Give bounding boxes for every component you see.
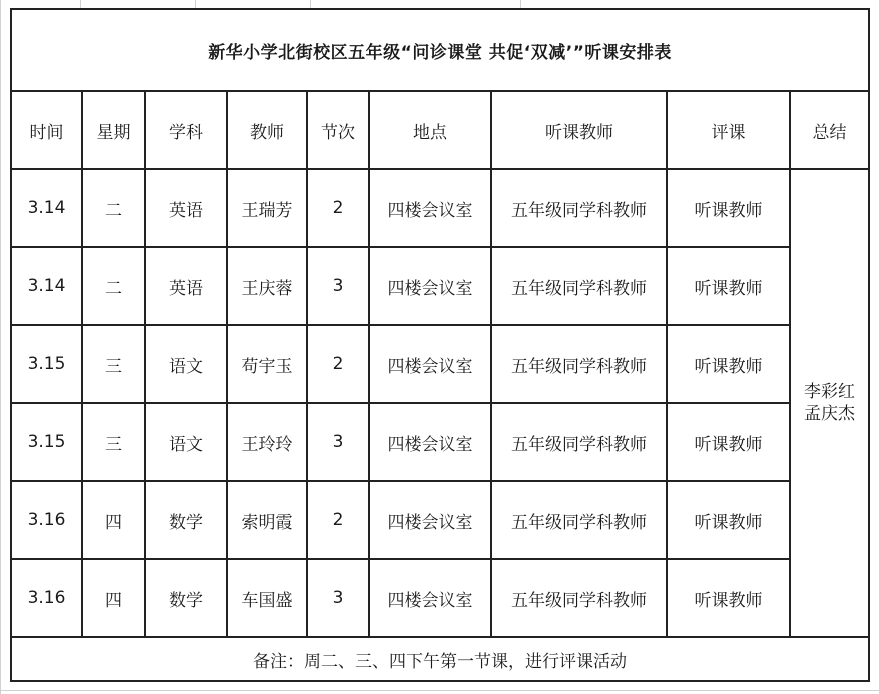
cell-time: 3.14 <box>11 169 82 247</box>
column-header-subject: 学科 <box>145 91 227 169</box>
table-note: 备注：周二、三、四下午第一节课，进行评课活动 <box>11 637 869 681</box>
cell-time: 3.16 <box>11 481 82 559</box>
cell-time: 3.15 <box>11 403 82 481</box>
table-row <box>11 403 869 481</box>
cell-teacher: 苟宇玉 <box>227 325 307 403</box>
summary-name: 李彩红 <box>804 382 856 402</box>
column-header-weekday: 星期 <box>82 91 145 169</box>
cell-location: 四楼会议室 <box>369 247 491 325</box>
cell-review: 听课教师 <box>667 403 790 481</box>
cell-subject: 英语 <box>145 169 227 247</box>
cell-summary <box>790 169 869 637</box>
column-header-location: 地点 <box>369 91 491 169</box>
cell-location: 四楼会议室 <box>369 403 491 481</box>
cell-period: 2 <box>307 481 369 559</box>
schedule-table <box>10 8 870 682</box>
grid-line <box>0 690 879 691</box>
cell-weekday: 二 <box>82 247 145 325</box>
cell-period: 2 <box>307 169 369 247</box>
table-title: 新华小学北街校区五年级“问诊课堂 共促‘双减’”听课安排表 <box>11 9 869 91</box>
cell-period: 2 <box>307 325 369 403</box>
cell-review: 听课教师 <box>667 481 790 559</box>
cell-teacher: 王玲玲 <box>227 403 307 481</box>
cell-subject: 数学 <box>145 559 227 637</box>
cell-location: 四楼会议室 <box>369 481 491 559</box>
cell-teacher: 王庆蓉 <box>227 247 307 325</box>
cell-teacher: 王瑞芳 <box>227 169 307 247</box>
cell-weekday: 四 <box>82 481 145 559</box>
table-row <box>11 481 869 559</box>
header-row <box>11 91 869 169</box>
cell-time: 3.14 <box>11 247 82 325</box>
cell-review: 听课教师 <box>667 325 790 403</box>
cell-period: 3 <box>307 403 369 481</box>
cell-period: 3 <box>307 247 369 325</box>
grid-line <box>80 0 81 8</box>
cell-observers: 五年级同学科教师 <box>491 403 667 481</box>
column-header-observers: 听课教师 <box>491 91 667 169</box>
cell-time: 3.16 <box>11 559 82 637</box>
cell-location: 四楼会议室 <box>369 559 491 637</box>
cell-observers: 五年级同学科教师 <box>491 559 667 637</box>
column-header-time: 时间 <box>11 91 82 169</box>
cell-location: 四楼会议室 <box>369 169 491 247</box>
cell-weekday: 三 <box>82 325 145 403</box>
cell-weekday: 三 <box>82 403 145 481</box>
grid-line <box>520 0 521 8</box>
cell-weekday: 四 <box>82 559 145 637</box>
table-row <box>11 325 869 403</box>
cell-teacher: 索明霞 <box>227 481 307 559</box>
cell-observers: 五年级同学科教师 <box>491 325 667 403</box>
cell-review: 听课教师 <box>667 559 790 637</box>
cell-location: 四楼会议室 <box>369 325 491 403</box>
grid-line <box>195 0 196 8</box>
grid-line <box>310 0 311 8</box>
cell-teacher: 车国盛 <box>227 559 307 637</box>
cell-review: 听课教师 <box>667 247 790 325</box>
cell-weekday: 二 <box>82 169 145 247</box>
summary-name: 孟庆杰 <box>804 404 856 424</box>
column-header-review: 评课 <box>667 91 790 169</box>
cell-observers: 五年级同学科教师 <box>491 169 667 247</box>
column-header-teacher: 教师 <box>227 91 307 169</box>
cell-observers: 五年级同学科教师 <box>491 247 667 325</box>
cell-subject: 数学 <box>145 481 227 559</box>
column-header-period: 节次 <box>307 91 369 169</box>
table-row <box>11 169 869 247</box>
cell-subject: 语文 <box>145 325 227 403</box>
cell-observers: 五年级同学科教师 <box>491 481 667 559</box>
table-row <box>11 559 869 637</box>
cell-subject: 语文 <box>145 403 227 481</box>
cell-review: 听课教师 <box>667 169 790 247</box>
grid-line <box>0 0 1 694</box>
cell-time: 3.15 <box>11 325 82 403</box>
table-row <box>11 247 869 325</box>
column-header-summary: 总结 <box>790 91 869 169</box>
cell-subject: 英语 <box>145 247 227 325</box>
cell-period: 3 <box>307 559 369 637</box>
